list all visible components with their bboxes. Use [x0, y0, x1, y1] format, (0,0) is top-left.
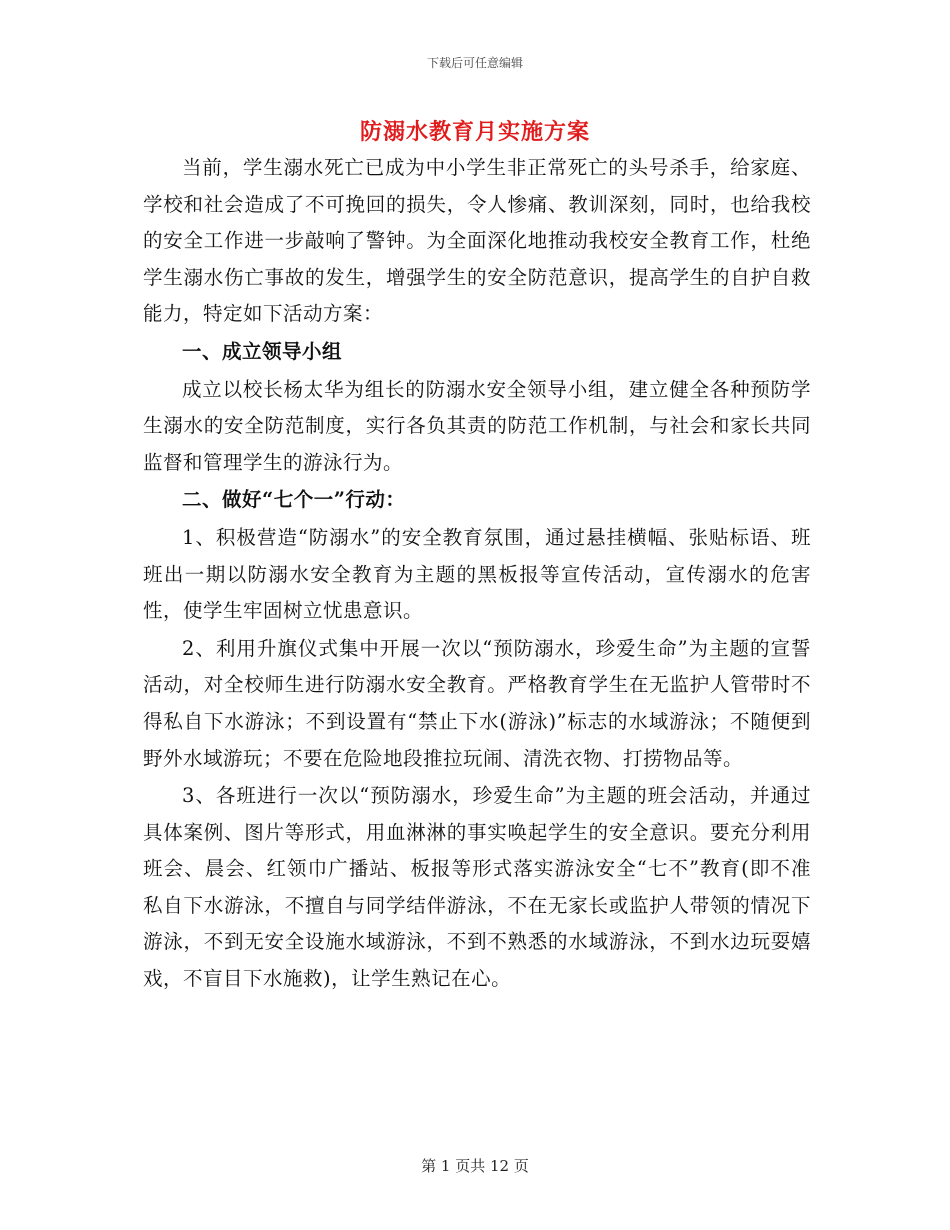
page-number: 第 1 页共 12 页: [421, 1157, 529, 1175]
paragraph-leadership: 成立以校长杨太华为组长的防溺水安全领导小组，建立健全各种预防学生溺水的安全防范制度，实行各负其责的防范工作机制，与社会和家长共同监督和管理学生的游泳行为。: [143, 377, 811, 474]
document-body: [143, 150, 811, 998]
document-title: 防溺水教育月实施方案: [359, 119, 590, 145]
section-heading-2: 二、做好“七个一”行动：: [182, 488, 406, 512]
paragraph-item-1: 1、积极营造“防溺水”的安全教育氛围，通过悬挂横幅、张贴标语、班班出一期以防溺水安全教育为主题的黑板报等宣传活动，宣传溺水的危害性，使学生牢固树立忧患意识。: [143, 525, 811, 623]
section-heading-1: 一、成立领导小组: [182, 339, 343, 363]
paragraph-item-3: 3、各班进行一次以“预防溺水，珍爱生命”为主题的班会活动，并通过具体案例、图片等形式，用血淋淋的事实唤起学生的安全意识。要充分利用班会、晨会、红领巾广播站、板报等形式落实游泳安全“七不”教育(即不准私自下水游泳，不擅自与同学结伴游泳，不在无家长或监护人带领的情况下游泳，不到无安全设施水域游泳，不到不熟悉的水域游泳，不到水边玩耍嬉戏，不盲目下水施救)，让学生熟记在心。: [143, 784, 811, 991]
paragraph-item-2: 2、利用升旗仪式集中开展一次以“预防溺水，珍爱生命”为主题的宣誓活动，对全校师生进行防溺水安全教育。严格教育学生在无监护人管带时不得私自下水游泳；不到设置有“禁止下水(游泳)”标志的水域游泳；不随便到野外水域游玩；不要在危险地段推拉玩闹、清洗衣物、打捞物品等。: [143, 636, 811, 770]
paragraph-intro: 当前，学生溺水死亡已成为中小学生非正常死亡的头号杀手，给家庭、学校和社会造成了不可挽回的损失，令人惨痛、教训深刻，同时，也给我校的安全工作进一步敲响了警钟。为全面深化地推动我校安全教育工作，杜绝学生溺水伤亡事故的发生，增强学生的安全防范意识，提高学生的自护自救能力，特定如下活动方案：: [143, 156, 811, 326]
header-note: 下载后可任意编辑: [426, 56, 523, 70]
